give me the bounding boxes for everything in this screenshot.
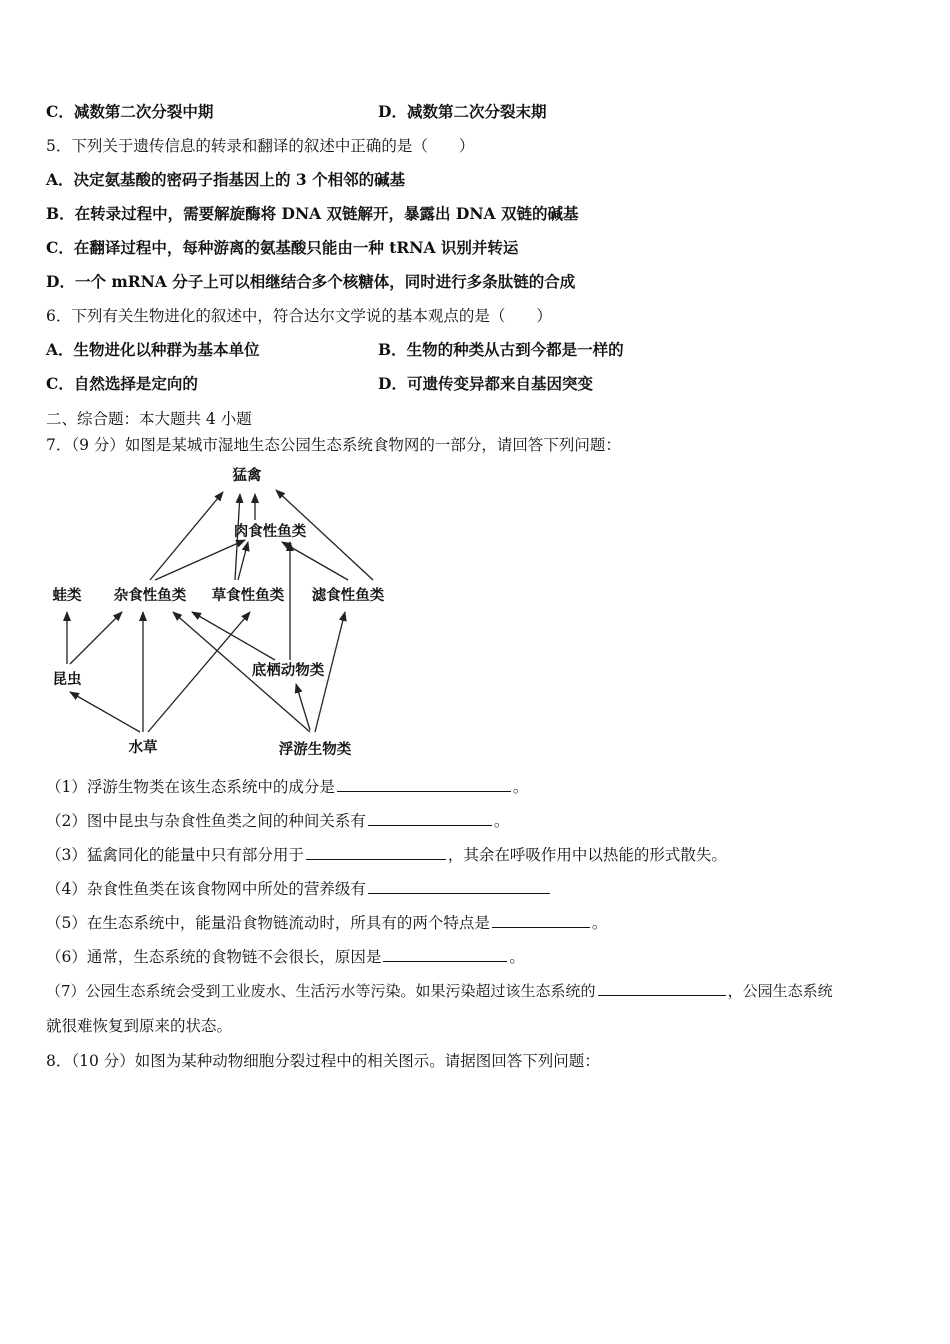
node-carnivore-fish: 肉食性鱼类: [233, 523, 307, 540]
q5-stem: 5．下列关于遗传信息的转录和翻译的叙述中正确的是（ ）: [46, 137, 475, 155]
q7-subq-5-end: 。: [591, 914, 608, 932]
q5-option-d: D．一个 mRNA 分子上可以相继结合多个核糖体，同时进行多条肽链的合成: [46, 272, 576, 291]
node-omnivore-fish: 杂食性鱼类: [113, 587, 187, 604]
node-frog: 蛙类: [52, 587, 82, 604]
q7-subq-2: [46, 810, 509, 831]
q5-option-c: C．在翻译过程中，每种游离的氨基酸只能由一种 tRNA 识别并转运: [46, 238, 519, 257]
q7-subq-3-text: （3）猛禽同化的能量中只有部分用于: [46, 846, 304, 864]
q6-option-c: C．自然选择是定向的: [46, 374, 198, 393]
q7-subq-7-text: （7）公园生态系统会受到工业废水、生活污水等污染。如果污染超过该生态系统的: [46, 982, 596, 1000]
q7-subq-4-text: （4）杂食性鱼类在该食物网中所处的营养级有: [46, 880, 366, 898]
answer-blank-5[interactable]: [492, 912, 590, 928]
answer-blank-1[interactable]: [337, 776, 511, 792]
section-heading: 二、综合题：本大题共 4 小题: [46, 410, 252, 428]
q8-stem: 8．（10 分）如图为某种动物细胞分裂过程中的相关图示。请据图回答下列问题：: [46, 1052, 600, 1070]
node-raptor: 猛禽: [232, 467, 262, 484]
q7-subq-3: [46, 844, 727, 865]
q7-subq-2-end: 。: [493, 812, 510, 830]
q7-subq-4: [46, 878, 552, 899]
q7-subq-2-text: （2）图中昆虫与杂食性鱼类之间的种间关系有: [46, 812, 366, 830]
q7-subq-6: [46, 946, 525, 967]
q7-subq-5-text: （5）在生态系统中，能量沿食物链流动时，所具有的两个特点是: [46, 914, 490, 932]
node-insect: 昆虫: [52, 671, 82, 688]
answer-blank-7[interactable]: [598, 980, 726, 996]
q7-subq-1-text: （1）浮游生物类在该生态系统中的成分是: [46, 778, 335, 796]
q7-subq-7-continued: 就很难恢复到原来的状态。: [46, 1017, 233, 1035]
arrow-benthic-to-herbivore: [192, 612, 275, 660]
food-web-diagram: [40, 462, 400, 762]
q7-subq-3-end: ，其余在呼吸作用中以热能的形式散失。: [447, 846, 727, 864]
q7-subq-7: [46, 980, 833, 1001]
q7-stem: 7．（9 分）如图是某城市湿地生态公园生态系统食物网的一部分，请回答下列问题：: [46, 436, 621, 454]
arrow-omnivore-to-carnivore: [155, 540, 245, 580]
q7-subq-5: [46, 912, 607, 933]
arrow-omnivore-to-raptor: [150, 492, 223, 580]
q4-option-d: D．减数第二次分裂末期: [378, 102, 547, 121]
q7-subq-6-text: （6）通常，生态系统的食物链不会很长，原因是: [46, 948, 382, 966]
q7-subq-7-mid: ，公园生态系统: [727, 982, 833, 1000]
arrow-insect-to-omnivore: [70, 612, 122, 664]
arrow-herbivore-to-carnivore: [238, 542, 248, 580]
node-waterweed: 水草: [128, 739, 158, 756]
q7-subq-1: [46, 776, 528, 797]
q6-option-b: B．生物的种类从古到今都是一样的: [378, 340, 624, 359]
answer-blank-3[interactable]: [306, 844, 446, 860]
q7-subq-6-end: 。: [509, 948, 525, 966]
node-filter-fish: 滤食性鱼类: [311, 587, 385, 604]
q6-stem: 6．下列有关生物进化的叙述中，符合达尔文学说的基本观点的是（ ）: [46, 307, 552, 325]
q7-subq-1-end: 。: [512, 778, 529, 796]
arrow-waterweed-to-herbivore: [148, 612, 250, 732]
answer-blank-4[interactable]: [368, 878, 550, 894]
q5-option-b: B．在转录过程中，需要解旋酶将 DNA 双链解开，暴露出 DNA 双链的碱基: [46, 204, 579, 223]
q6-option-d: D．可遗传变异都来自基因突变: [378, 374, 593, 393]
answer-blank-2[interactable]: [368, 810, 492, 826]
arrow-plankton-to-benthic: [296, 684, 310, 730]
q4-option-c: C．减数第二次分裂中期: [46, 102, 214, 121]
answer-blank-6[interactable]: [383, 946, 507, 962]
node-plankton: 浮游生物类: [278, 741, 352, 758]
q6-option-a: A．生物进化以种群为基本单位: [46, 340, 260, 359]
arrow-waterweed-to-insect: [70, 692, 140, 732]
node-herbivore-fish: 草食性鱼类: [211, 587, 285, 604]
node-benthic: 底栖动物类: [251, 662, 325, 679]
q5-option-a: A．决定氨基酸的密码子指基因上的 3 个相邻的碱基: [46, 170, 406, 189]
